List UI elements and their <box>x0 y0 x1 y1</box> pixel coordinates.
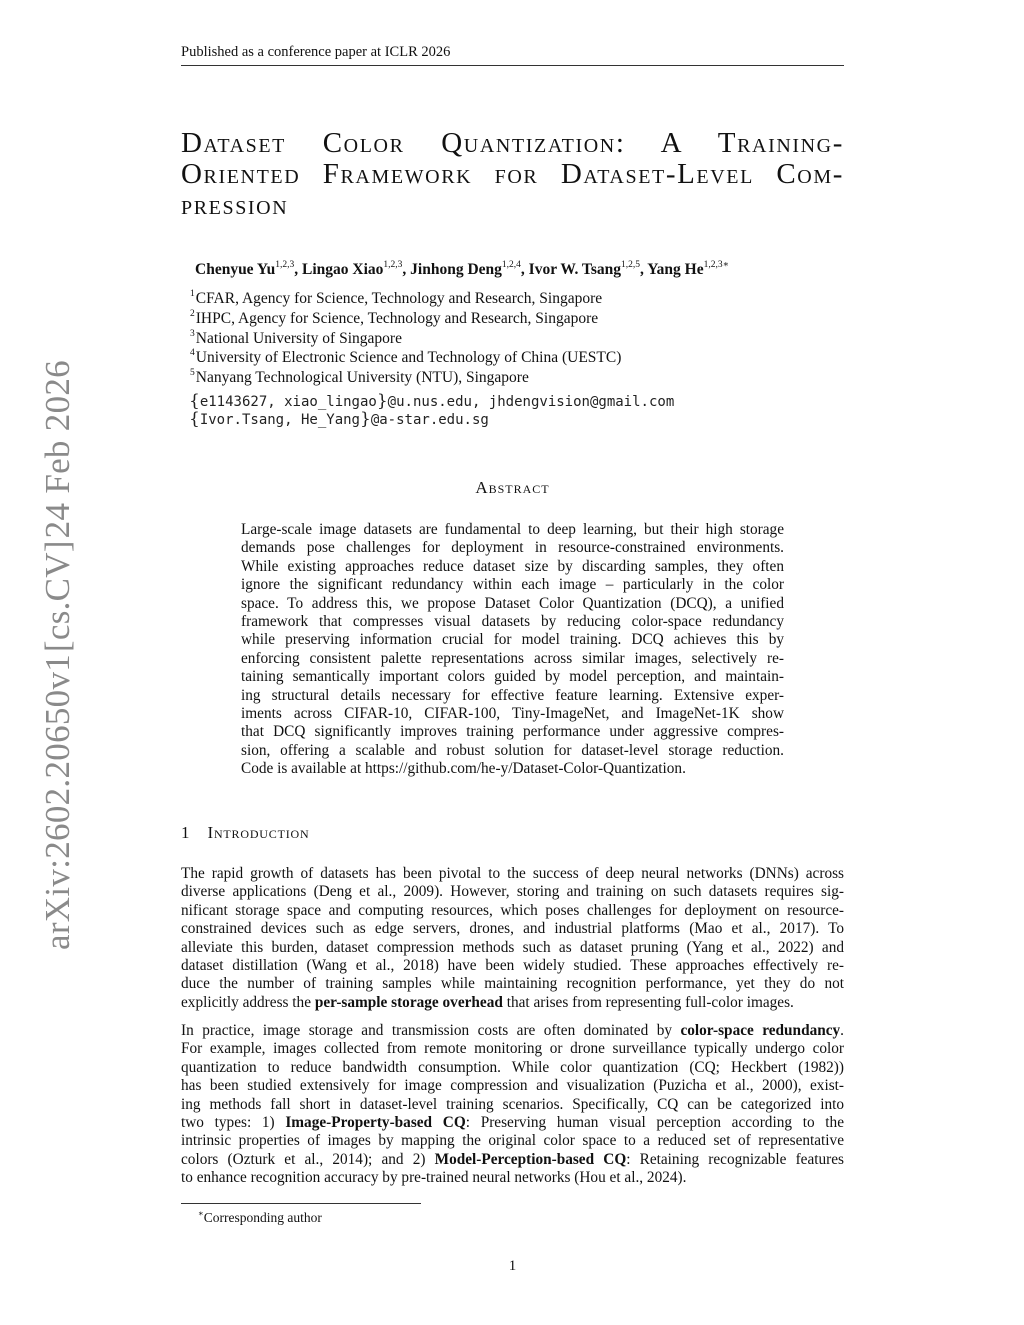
abstract-line: iments across CIFAR-10, CIFAR-100, Tiny-ImageNet, and ImageNet-1K show <box>241 705 784 723</box>
abstract-line: space. To address this, we propose Dataset Color Quantization (DCQ), a unified <box>241 594 784 612</box>
abstract-line: while preserving information crucial for model training. DCQ achieves this by <box>241 631 784 649</box>
text-line: nificant storage space and computing resources, which poses challenges for deployment on resource- <box>181 901 844 919</box>
text-line: quantization to reduce bandwidth consumption. While color quantization (CQ; Heckbert (1982)) <box>181 1058 844 1076</box>
author-name: Yang He <box>647 261 704 278</box>
abstract-line: enforcing consistent palette representations across similar images, selectively re- <box>241 649 784 667</box>
arxiv-date: 24 Feb 2026 <box>38 360 77 539</box>
abstract-line: that DCQ significantly improves training performance under aggressive compres- <box>241 723 784 741</box>
abstract-line: ing structural details necessary for effective feature learning. Extensive exper- <box>241 686 784 704</box>
section-heading <box>181 823 309 843</box>
author-name: Jinhong Deng <box>410 261 502 278</box>
text-line: colors (Ozturk et al., 2014); and 2) Model-Perception-based CQ: Retaining recognizable features <box>181 1150 844 1168</box>
bold-term: color-space redundancy <box>680 1022 841 1039</box>
affiliation: $^5$Nanyang Technological University (NTU), Singapore <box>190 368 529 386</box>
abstract-line: ignore the significant redundancy within each image – particularly in the color <box>241 576 784 594</box>
abstract-line: Code is available at https://github.com/he-y/Dataset-Color-Quantization. <box>241 760 686 778</box>
text-line: The rapid growth of datasets has been pivotal to the success of deep neural networks (DNNs) across <box>181 865 844 882</box>
bold-term: Model-Perception-based CQ <box>434 1150 627 1168</box>
paper-title <box>181 128 844 221</box>
bold-term: per-sample storage overhead <box>314 993 503 1011</box>
footnote-rule <box>181 1203 421 1204</box>
page-number: 1 <box>508 1258 517 1274</box>
abstract-line: sion, offering a scalable and robust solution for dataset-level storage reduction. <box>241 741 784 759</box>
text-line: For example, images collected from remote monitoring or drone surveillance typically undergo color <box>181 1040 844 1058</box>
text-line: diverse applications (Deng et al., 2009). However, storing and training on such datasets requires sig- <box>181 883 844 901</box>
text-line: In practice, image storage and transmission costs are often dominated by color-space redundancy. <box>181 1022 844 1039</box>
affiliation: $^3$National University of Singapore <box>190 329 402 347</box>
arxiv-sidebar-stamp <box>38 360 78 950</box>
abstract-line: taining semantically important colors guided by model perception, and maintain- <box>241 668 784 686</box>
abstract-line: framework that compresses visual datasets by reducing color-space redundancy <box>241 613 784 631</box>
title-line: pression <box>181 189 289 221</box>
text-line: explicitly address the per-sample storage overhead that arises from representing full-color images. <box>181 993 794 1011</box>
abstract-line: Large-scale image datasets are fundamental to deep learning, but their high storage <box>241 521 784 538</box>
author-name: Lingao Xiao <box>302 261 384 278</box>
text-line: alleviate this burden, dataset compression methods such as dataset pruning (Yang et al., 2022) and <box>181 938 844 956</box>
text-line: two types: 1) Image-Property-based CQ: Preserving human visual perception according to the <box>181 1114 844 1132</box>
title-line: Oriented Framework for Dataset-Level Com- <box>181 158 844 190</box>
affiliation: $^1$CFAR, Agency for Science, Technology and Research, Singapore <box>190 289 603 307</box>
email-line: {e1143627, xiao_lingao}@u.nus.edu, jhdengvision@gmail.com <box>189 391 675 411</box>
text-line: constrained devices such as edge servers, drones, and industrial platforms (Mao et al., 2017). To <box>181 920 844 938</box>
intro-paragraph-1 <box>181 865 844 1012</box>
title-line: Dataset Color Quantization: A Training- <box>181 127 844 159</box>
email-line: {Ivor.Tsang, He_Yang}@a-star.edu.sg <box>189 409 489 429</box>
text-line: ing methods fall short in dataset-level training scenarios. Specifically, CQ can be categorized into <box>181 1095 844 1113</box>
arxiv-category: [cs.CV] <box>38 540 77 653</box>
intro-paragraph-2 <box>181 1022 844 1188</box>
affiliation: $^4$University of Electronic Science and Technology of China (UESTC) <box>190 348 622 366</box>
footnote: ∗Corresponding author <box>198 1208 322 1225</box>
author-name: Chenyue Yu <box>195 261 276 278</box>
text-line: to enhance recognition accuracy by pre-trained neural networks (Hou et al., 2024). <box>181 1169 687 1187</box>
header-rule <box>181 65 844 66</box>
section-number: 1 <box>181 823 190 842</box>
author-name: Ivor W. Tsang <box>528 261 621 278</box>
bold-term: Image-Property-based CQ <box>285 1114 466 1132</box>
abstract-body <box>241 521 784 779</box>
abstract-line: While existing approaches reduce dataset size by discarding samples, they often <box>241 557 784 575</box>
author-list: Chenyue Yu$^{1,2,3}$, Lingao Xiao$^{1,2,3}$, Jinhong Deng$^{1,2,4}$, Ivor W. Tsang$^{1,2,5}$, Yang $He^{1,2,3∗}$ <box>195 260 730 278</box>
affiliation: $^2$IHPC, Agency for Science, Technology and Research, Singapore <box>190 309 599 327</box>
text-line: intrinsic properties of images by mapping the original color space to a reduced set of representative <box>181 1132 844 1150</box>
abstract-line: demands pose challenges for deployment in resource-constrained environments. <box>241 539 784 557</box>
arxiv-id: arXiv:2602.20650v1 <box>38 653 77 950</box>
section-title: Introduction <box>207 823 310 842</box>
text-line: dataset distillation (Wang et al., 2018) have been widely studied. These approaches effectively re- <box>181 957 844 975</box>
running-header: Published as a conference paper at ICLR 2026 <box>181 44 451 60</box>
text-line: has been studied extensively for image compression and visualization (Puzicha et al., 2000), exist- <box>181 1077 844 1095</box>
abstract-heading: Abstract <box>475 478 550 497</box>
text-line: duce the number of training samples while maintaining recognition performance, yet they do not <box>181 975 844 993</box>
